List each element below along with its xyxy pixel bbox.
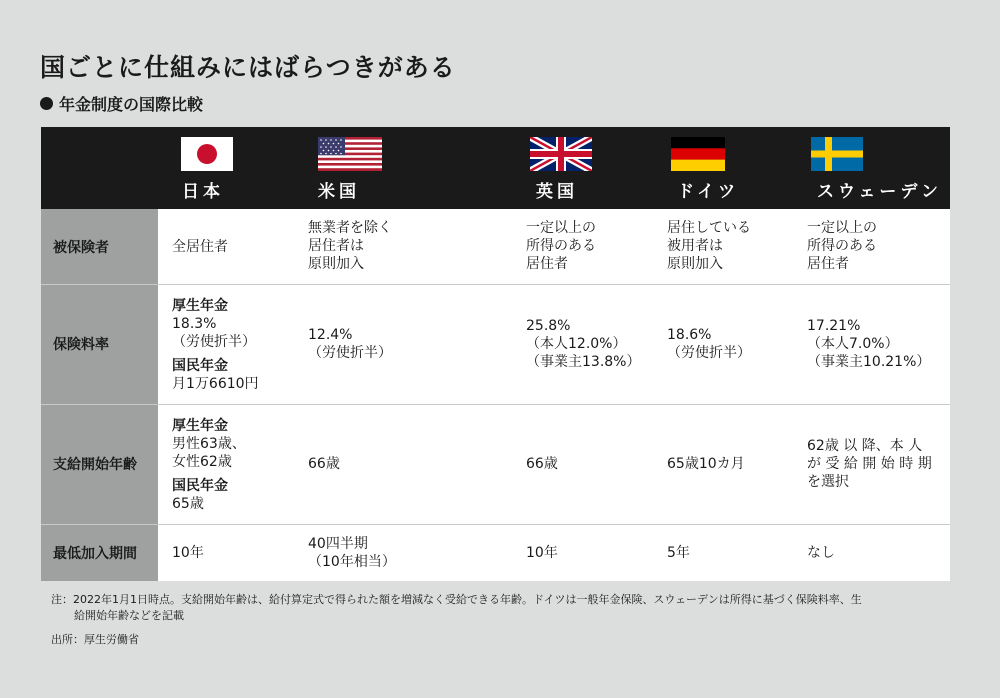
bullet-icon: [40, 97, 53, 110]
cell-text: （10年相当）: [308, 553, 396, 570]
cell-text: が 受 給 開 始 時 期: [807, 456, 932, 472]
cell-text: 17.21%: [807, 318, 861, 334]
row-divider: [41, 524, 950, 525]
cell-text: 男性63歳、: [172, 436, 246, 452]
footnote: [51, 592, 971, 624]
subtitle-text: 年金制度の国際比較: [59, 95, 204, 114]
table-cell: [308, 535, 396, 571]
table-cell: [172, 544, 204, 562]
sweden-flag-icon: [811, 137, 863, 171]
cell-text: 国民年金: [172, 478, 228, 494]
cell-text: 居住者: [526, 256, 568, 272]
japan-flag-icon: [181, 137, 233, 171]
table-cell: [526, 317, 640, 371]
cell-text: を選択: [807, 474, 849, 490]
cell-text: （本人7.0%）: [807, 336, 899, 352]
table-cell: [807, 544, 835, 562]
table-cell: [172, 238, 228, 256]
cell-text: 被用者は: [667, 238, 723, 254]
cell-text: （労使折半）: [667, 345, 751, 361]
cell-text: 10年: [172, 544, 204, 561]
table-cell: [526, 544, 558, 562]
cell-text: 全居住者: [172, 238, 228, 255]
cell-text: 居住者は: [308, 238, 364, 254]
table-cell: [172, 297, 259, 393]
cell-text: 65歳10カ月: [667, 456, 745, 472]
table-cell: [526, 219, 596, 273]
germany-flag-icon: [671, 137, 725, 171]
table-cell: [667, 219, 751, 273]
row-divider: [41, 404, 950, 405]
cell-text: 厚生年金: [172, 418, 228, 434]
cell-text: 女性62歳: [172, 454, 232, 470]
row-label: 保険料率: [53, 337, 109, 353]
cell-text: （労使折半）: [308, 345, 392, 361]
cell-text: 原則加入: [667, 256, 723, 272]
cell-text: 原則加入: [308, 256, 364, 272]
cell-text: 5年: [667, 544, 690, 561]
cell-text: 65歳: [172, 496, 204, 512]
cell-text: 一定以上の: [526, 220, 596, 236]
cell-text: 62歳 以 降、本 人: [807, 438, 923, 454]
page-title: 国ごとに仕組みにはばらつきがある: [40, 53, 456, 82]
country-header-sweden: [807, 127, 950, 209]
table-cell: [667, 544, 690, 562]
row-label: 支給開始年齢: [53, 457, 137, 473]
cell-text: （事業主10.21%）: [807, 354, 931, 370]
table-cell: [526, 455, 558, 473]
cell-text: 一定以上の: [807, 220, 877, 236]
cell-text: 66歳: [526, 456, 558, 472]
table-cell: [308, 326, 392, 362]
country-name: 英国: [536, 182, 578, 202]
cell-text: 居住している: [667, 220, 751, 236]
table-cell: [667, 455, 745, 473]
cell-text: 居住者: [807, 256, 849, 272]
cell-text: 10年: [526, 544, 558, 561]
cell-text: （労使折半）: [172, 334, 256, 350]
country-header-japan: [172, 127, 300, 209]
row-label: 最低加入期間: [53, 545, 137, 562]
country-name: 日本: [182, 182, 224, 202]
cell-text: （事業主13.8%）: [526, 354, 641, 370]
table-corner-cell: [41, 127, 158, 209]
table-cell: [308, 219, 392, 273]
footnote-line: 注：2022年1月1日時点。支給開始年齢は、給付算定式で得られた額を増減なく受給できる年齢。ドイツは一般年金保険、スウェーデンは所得に基づく保険料率、生: [51, 593, 862, 606]
cell-text: 所得のある: [807, 238, 877, 254]
cell-text: 12.4%: [308, 327, 353, 343]
country-header-usa: [308, 127, 518, 209]
cell-text: 無業者を除く: [308, 220, 392, 236]
table-cell: [308, 455, 340, 473]
country-header-uk: [526, 127, 664, 209]
footnote-line: 給開始年齢などを記載: [74, 609, 184, 622]
row-label: 被保険者: [53, 239, 109, 256]
uk-flag-icon: [530, 137, 592, 171]
table-cell: [807, 437, 932, 491]
cell-text: 所得のある: [526, 238, 596, 254]
cell-text: 66歳: [308, 456, 340, 472]
cell-text: （本人12.0%）: [526, 336, 627, 352]
cell-text: 厚生年金: [172, 298, 228, 314]
cell-text: 40四半期: [308, 535, 368, 552]
row-divider: [41, 284, 950, 285]
country-name: 米国: [318, 182, 360, 202]
country-header-germany: [667, 127, 807, 209]
country-name: スウェーデン: [817, 182, 942, 202]
table-cell: [807, 219, 877, 273]
table-cell: [667, 326, 751, 362]
table-cell: [172, 417, 246, 513]
cell-text: なし: [807, 544, 835, 561]
cell-text: 18.3%: [172, 316, 217, 332]
country-name: ドイツ: [677, 182, 740, 202]
table-cell: [807, 317, 930, 371]
pension-comparison-table: [41, 127, 950, 581]
page-subtitle: [40, 92, 203, 115]
cell-text: 月1万6610円: [172, 376, 259, 392]
cell-text: 25.8%: [526, 318, 571, 334]
source-note: 出所：厚生労働省: [51, 633, 139, 646]
usa-flag-icon: [318, 137, 382, 171]
cell-text: 国民年金: [172, 358, 228, 374]
cell-text: 18.6%: [667, 327, 712, 343]
